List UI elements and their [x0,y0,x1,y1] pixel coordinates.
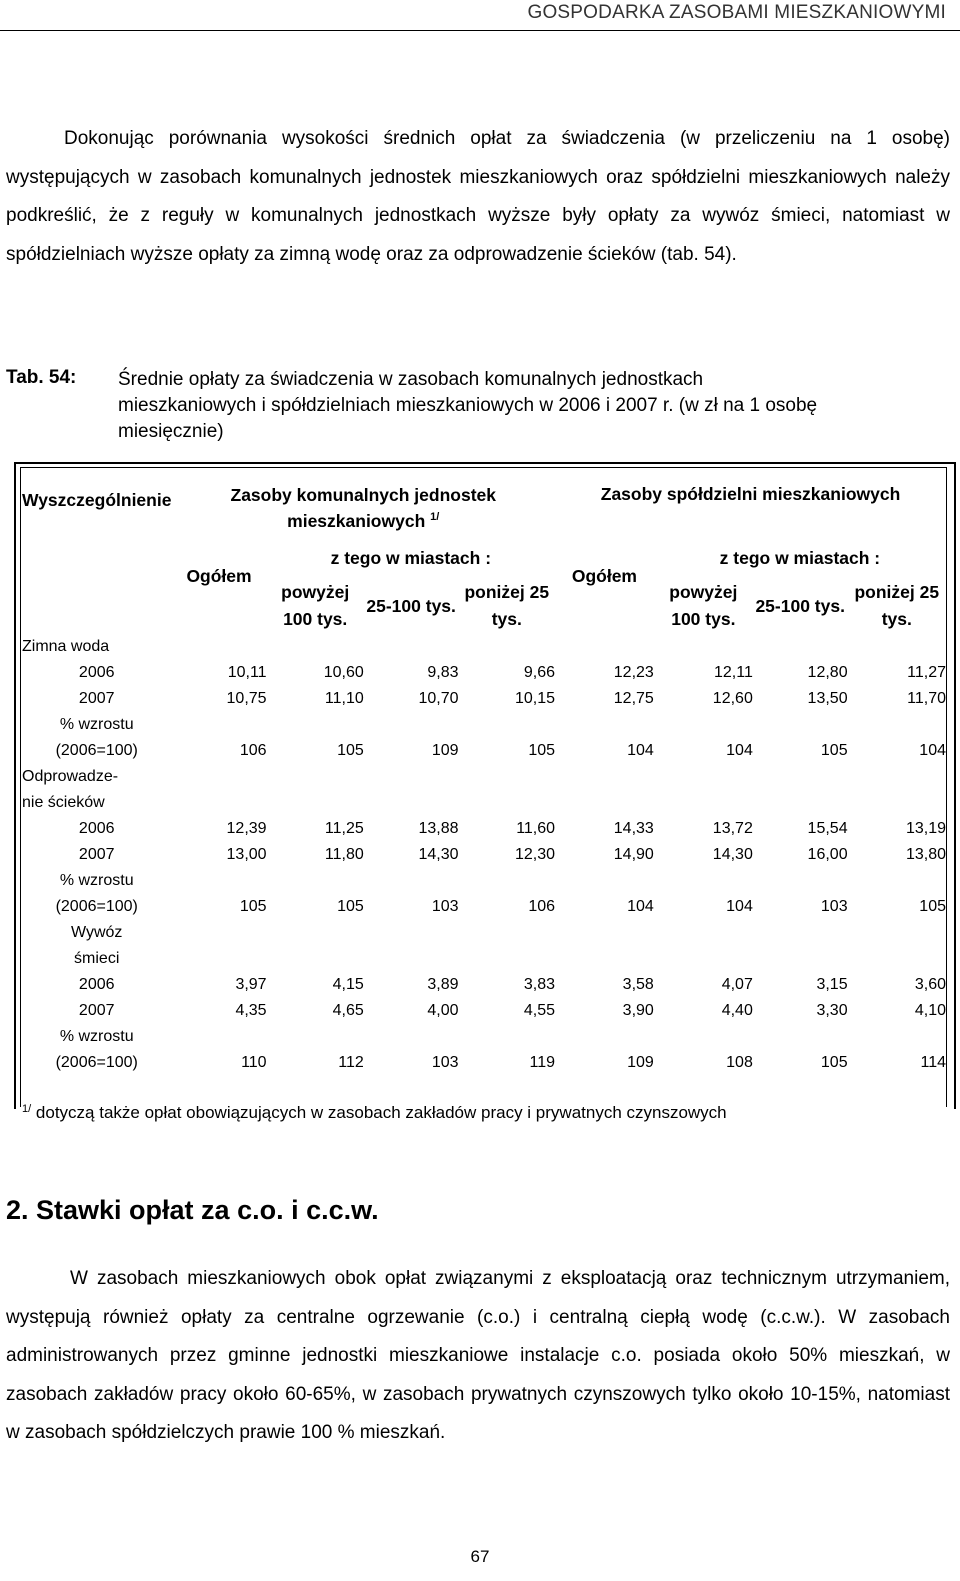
table-cell: 4,15 [332,976,364,993]
col-header-item: Wyszczególnienie [22,490,172,510]
table-cell: 9,66 [523,664,556,681]
table-caption-text: Średnie opłaty za świadczenia w zasobach komunalnych jednostkach mieszkaniowych i spółdzielniach mieszkaniowych w 2006 i 2007 r. (w zł na 1 osobę miesięcznie) [118,369,818,442]
table-inner-right-border [946,467,947,1107]
table-cell: 105 [337,898,364,915]
table-cell: 16,00 [807,846,848,863]
table-cell: 14,30 [418,846,459,863]
table-cell: 110 [241,1054,267,1071]
table-cell: 13,80 [905,846,946,863]
table-cell: 14,30 [712,846,753,863]
table-cell: 12,39 [226,820,267,837]
table-cell: 4,65 [332,1002,364,1019]
table-cell: 11,27 [907,664,946,681]
table-row [22,660,946,686]
section-label-line1: Odprowadze- [22,768,119,785]
col-header-over100-cooperative: powyżej 100 tys. [669,582,738,629]
col-header-municipal [171,476,555,538]
table-footnote [22,1103,727,1123]
table-cell: 4,35 [235,1002,267,1019]
table-row [22,816,946,842]
table-inner-border [20,467,946,468]
table-cell: 12,30 [515,846,556,863]
table-cell: 13,50 [807,690,848,707]
table-cell: 13,88 [418,820,459,837]
table-cell: 3,30 [816,1002,848,1019]
col-header-under25-municipal: poniżej 25 tys. [464,582,550,629]
page-number: 67 [470,1547,490,1566]
row-label: 2006 [78,664,115,681]
table-caption-label: Tab. 54: [6,367,77,388]
table-row [22,1050,946,1076]
table-cell: 3,15 [816,976,848,993]
table-cell: 103 [820,898,848,915]
intro-paragraph-text: Dokonując porównania wysokości średnich opłat za świadczenia (w przeliczeniu na 1 osobę) występujących w zasobach komunalnych jednostek mieszkaniowych oraz spółdzielni mieszkaniowych należy podkreślić, że z reguły w komunalnych jednostkach wyższe były opłaty za wywóz śmieci, natomiast w spółdzielniach wyższe opłaty za zimną wodę oraz za odprowadzenie ścieków (tab. 54). [6,128,950,265]
table-row [22,998,946,1024]
table-cell: 103 [431,898,459,915]
table-cell: 3,58 [622,976,654,993]
table-cell: 11,25 [324,820,364,837]
table-cell: 10,70 [418,690,459,707]
table-cell: 105 [820,742,848,759]
table-cell: 105 [528,742,556,759]
intro-paragraph [6,120,950,274]
section-label-line1: Wywóz [71,924,123,941]
table-cell: 4,07 [721,976,753,993]
table-cell: 108 [726,1054,753,1071]
col-header-25to100-municipal: 25-100 tys. [366,595,456,616]
table-inner-left-border [20,467,21,1107]
col-header-cities-cooperative: z tego w miastach : [719,547,881,568]
table-cell: 119 [529,1054,556,1071]
table-cell: 104 [726,742,753,759]
col-header-over100-municipal: powyżej 100 tys. [281,582,350,629]
table-cell: 105 [337,742,364,759]
table-cell: 3,89 [427,976,459,993]
table-cell: 106 [528,898,556,915]
col-header-cooperative: Zasoby spółdzielni mieszkaniowych [600,484,901,504]
col-header-under25-cooperative: poniżej 25 tys. [854,582,940,629]
table-cell: 4,40 [721,1002,753,1019]
table-cell: 112 [338,1054,364,1071]
table-cell: 109 [431,742,459,759]
col-header-total-municipal: Ogółem [186,565,252,586]
table-cell: 109 [627,1054,654,1071]
table-cell: 13,72 [712,820,753,837]
section-heading: 2. Stawki opłat za c.o. i c.c.w. [6,1195,379,1225]
row-label: 2007 [78,1002,115,1019]
row-label-top: % wzrostu [59,716,134,733]
table-cell: 12,80 [807,664,848,681]
municipal-header-sup: 1/ [430,511,440,523]
table-cell: 104 [627,742,654,759]
table-row [22,972,946,998]
row-label-top: % wzrostu [59,1028,134,1045]
body-paragraph-text: W zasobach mieszkaniowych obok opłat związanymi z eksploatacją oraz technicznym utrzymaniem, występują również opłaty za centralne ogrzewanie (c.o.) i centralną ciepłą wodę (c.c.w.). W zasobach administrowanych przez gminne jednostki mieszkaniowe instalacje c.o. posiada około 50% mieszkań, w zasobach zakładów pracy około 60-65%, w zasobach prywatnych czynszowych tylko około 10-15%, natomiast w zasobach spółdzielczych prawie 100 % mieszkań. [6,1268,950,1444]
table-row [22,894,946,920]
table-cell: 15,54 [807,820,848,837]
table-cell: 12,11 [713,664,753,681]
table-cell: 11,70 [907,690,946,707]
table-cell: 106 [239,742,267,759]
section-label-line2: śmieci [74,950,120,967]
table-cell: 4,55 [523,1002,556,1019]
row-label: 2006 [78,820,115,837]
table-row [22,842,946,868]
table-cell: 3,97 [235,976,267,993]
page-header [0,0,960,31]
table-cell: 10,11 [227,664,267,681]
table-cell: 104 [919,742,946,759]
table-cell: 114 [920,1054,946,1071]
fees-table [22,476,946,1076]
table-cell: 3,60 [914,976,946,993]
table-cell: 11,60 [516,820,556,837]
row-label: 2006 [78,976,115,993]
table-cell: 4,00 [427,1002,459,1019]
col-header-25to100-cooperative: 25-100 tys. [755,595,845,616]
table-cell: 10,75 [226,690,267,707]
table-cell: 10,15 [515,690,556,707]
footnote-text: dotyczą także opłat obowiązujących w zasobach zakładów pracy i prywatnych czynszowych [35,1103,727,1122]
table-cell: 3,83 [523,976,556,993]
table-cell: 12,60 [712,690,753,707]
table-cell: 14,33 [613,820,654,837]
municipal-header-text: Zasoby komunalnych jednostek mieszkaniowych [230,485,496,531]
row-label: (2006=100) [55,1054,138,1071]
table-row [22,686,946,712]
footnote-marker: 1/ [22,1103,32,1115]
body-paragraph [6,1260,950,1453]
section-label-line2: nie ścieków [22,794,105,811]
section-label: Zimna woda [22,638,110,655]
row-label: (2006=100) [55,898,138,915]
table-row [22,738,946,764]
table-cell: 105 [820,1054,848,1071]
row-label: 2007 [78,690,115,707]
table-cell: 3,90 [622,1002,654,1019]
table-cell: 11,80 [324,846,364,863]
table-cell: 13,19 [905,820,946,837]
table-cell: 4,10 [914,1002,946,1019]
table-cell: 105 [919,898,946,915]
row-label: 2007 [78,846,115,863]
table-cell: 104 [726,898,753,915]
table-cell: 14,90 [613,846,654,863]
running-title: GOSPODARKA ZASOBAMI MIESZKANIOWYMI [527,2,946,23]
table-cell: 13,00 [226,846,267,863]
row-label: (2006=100) [55,742,138,759]
table-cell: 12,23 [613,664,654,681]
table-cell: 105 [239,898,267,915]
table-cell: 12,75 [613,690,654,707]
table-cell: 103 [431,1054,459,1071]
table-cell: 10,60 [323,664,364,681]
col-header-total-cooperative: Ogółem [571,565,637,586]
col-header-cities-municipal: z tego w miastach : [330,547,492,568]
table-cell: 11,10 [324,690,364,707]
table-cell: 9,83 [427,664,459,681]
row-label-top: % wzrostu [59,872,134,889]
table-cell: 104 [627,898,654,915]
